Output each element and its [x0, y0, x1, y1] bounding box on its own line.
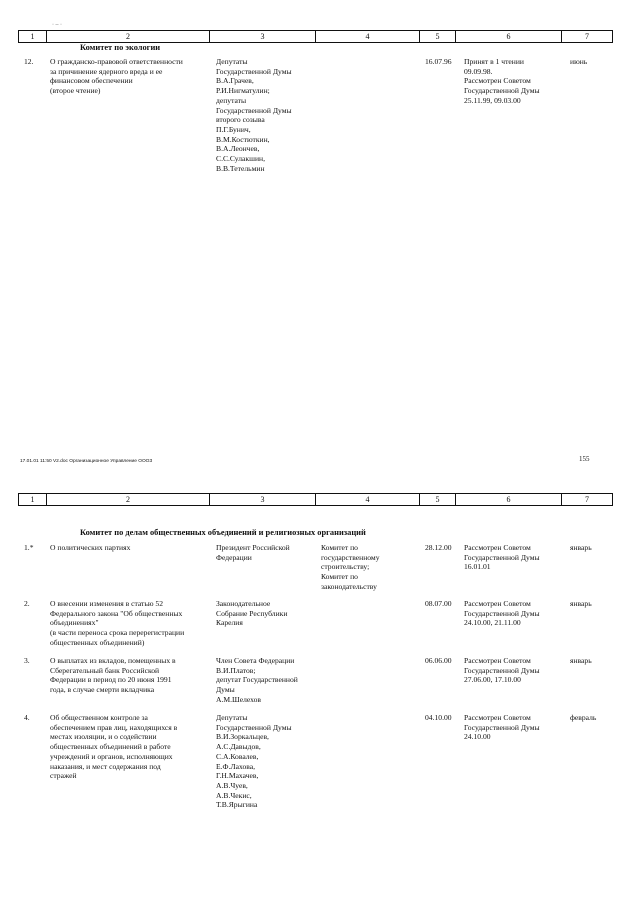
col-7: 7: [585, 32, 589, 41]
col-6: 6: [456, 494, 562, 505]
row-date: 04.10.00: [425, 713, 452, 722]
row-status: Рассмотрен Советом Государственной Думы 27.06.00, 17.10.00: [464, 656, 540, 685]
col-4: 4: [316, 494, 420, 505]
row-title: О выплатах из вкладов, помещенных в Сберегательный банк Российской Федерации в период по 20 июня 1991 года, в случае смерти вкладчика: [50, 656, 176, 695]
row-authors: Депутаты Государственной Думы В.А.Грачев, Р.И.Нигматулин; депутаты Государственной Думы второго созыва П.Г.Бунич, В.М.Костюткин, В.А.Леончев, С.С.Сулакшин, В.В.Тетельмин: [216, 57, 292, 173]
row-status: Рассмотрен Советом Государственной Думы 24.10.00, 21.11.00: [464, 599, 540, 628]
row-status: Рассмотрен Советом Государственной Думы 16.01.01: [464, 543, 540, 572]
row-date: 06.06.00: [425, 656, 452, 665]
row-number: 12.: [24, 57, 34, 66]
row-number: 3.: [24, 656, 30, 665]
col-2: 2: [47, 494, 210, 505]
row-month: январь: [570, 543, 592, 552]
row-authors: Член Совета Федерации В.И.Платов; депутат Государственной Думы А.М.Шелехов: [216, 656, 298, 704]
row-status: Принят в 1 чтении 09.09.98. Рассмотрен Советом Государственной Думы 25.11.99, 09.03.00: [464, 57, 540, 105]
row-month: январь: [570, 656, 592, 665]
row-number: 1.*: [24, 543, 34, 552]
col-3: 3: [210, 494, 316, 505]
committee-title: Комитет по делам общественных объединений и религиозных организаций: [80, 528, 366, 537]
col-4: 4: [316, 31, 420, 42]
row-title: Об общественном контроле за обеспечением прав лиц, находящихся в местах изоляции, и о содействии общественных объединений в работе учреждений и органов, исполняющих наказания, и мест содержания под стражей: [50, 713, 178, 781]
row-month: январь: [570, 599, 592, 608]
row-date: 28.12.00: [425, 543, 452, 552]
page-number: 155: [579, 455, 590, 463]
row-authors: Законодательное Собрание Республики Карелия: [216, 599, 288, 628]
row-title: О внесении изменения в статью 52 Федерального закона "Об общественных объединениях" (в части переноса срока перерегистрации общественных объединений): [50, 599, 185, 647]
row-number: 2.: [24, 599, 30, 608]
row-date: 16.07.96: [425, 57, 452, 66]
row-number: 4.: [24, 713, 30, 722]
column-header-bottom: [18, 493, 613, 506]
row-month: июнь: [570, 57, 588, 66]
row-authors: Депутаты Государственной Думы В.И.Зоркальцев, А.С.Давыдов, С.А.Ковалев, Е.Ф.Лахова, Г.Н.Махачев, А.В.Чуев, А.В.Чекис, Т.В.Ярыгина: [216, 713, 292, 810]
col-5: 5: [420, 31, 456, 42]
committee-title: Комитет по экологии: [80, 43, 161, 52]
col-6: 6: [456, 31, 562, 42]
col-3: 3: [210, 31, 316, 42]
row-date: 08.07.00: [425, 599, 452, 608]
row-title: О гражданско-правовой ответственности за причинение ядерного вреда и ее финансовом обеспечении (второе чтение): [50, 57, 183, 96]
column-header-top: [18, 30, 613, 43]
row-status: Рассмотрен Советом Государственной Думы 24.10.00: [464, 713, 540, 742]
row-coexec: Комитет по государственному строительству; Комитет по законодательству: [321, 543, 380, 591]
col-5: 5: [420, 494, 456, 505]
row-title: О политических партиях: [50, 543, 131, 552]
top-marks: · – ·: [52, 22, 62, 28]
row-month: февраль: [570, 713, 597, 722]
col-1: 1: [19, 31, 47, 42]
col-7: 7: [585, 495, 589, 504]
footer-text: 17.01.01 11:50 V2.doc Организационное Управление ОООЗ: [20, 459, 153, 464]
row-authors: Президент Российской Федерации: [216, 543, 290, 562]
col-2: 2: [47, 31, 210, 42]
col-1: 1: [19, 494, 47, 505]
